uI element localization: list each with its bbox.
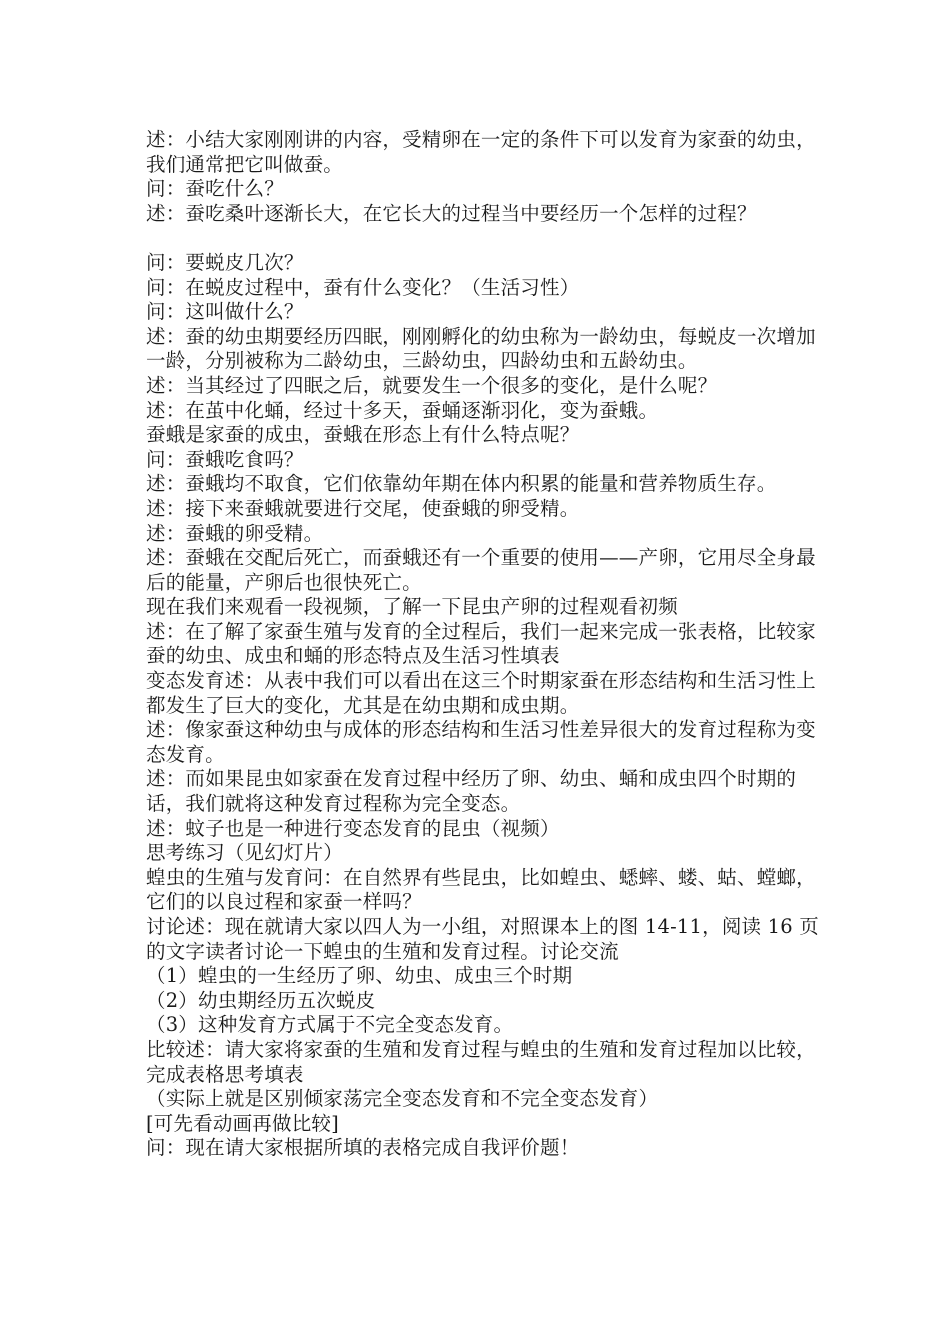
document-body [146,128,821,1161]
paragraph: 述：接下来蚕蛾就要进行交尾，使蚕蛾的卵受精。 [146,496,580,520]
paragraph: 比较述：请大家将家蚕的生殖和发育过程与蝗虫的生殖和发育过程加以比较，完成表格思考填表 [146,1037,816,1086]
paragraph: 问：现在请大家根据所填的表格完成自我评价题！ [146,1136,580,1160]
paragraph: 现在我们来观看一段视频，了解一下昆虫产卵的过程观看初频 [146,595,678,619]
paragraph: 述：在茧中化蛹，经过十多天，蚕蛹逐渐羽化，变为蚕蛾。 [146,398,659,422]
paragraph: 述：当其经过了四眠之后，就要发生一个很多的变化，是什么呢？ [146,373,718,397]
paragraph: 述：蚊子也是一种进行变态发育的昆虫（视频） [146,816,560,840]
paragraph: 述：而如果昆虫如家蚕在发育过程中经历了卵、幼虫、蛹和成虫四个时期的话，我们就将这种发育过程称为完全变态。 [146,767,797,816]
paragraph: 问：要蜕皮几次？ [146,250,304,274]
blank-line [146,226,821,251]
list-item: （3）这种发育方式属于不完全变态发育。 [146,1013,514,1037]
paragraph: 述：像家蚕这种幼虫与成体的形态结构和生活习性差异很大的发育过程称为变态发育。 [146,718,816,766]
paragraph: 问：蚕吃什么？ [146,177,284,201]
paragraph: 述：在了解了家蚕生殖与发育的全过程后，我们一起来完成一张表格，比较家蚕的幼虫、成虫和蛹的形态特点及生活习性填表 [146,619,816,668]
paragraph: 问：在蜕皮过程中，蚕有什么变化？（生活习性） [146,275,580,299]
paragraph: 讨论述：现在就请大家以四人为一小组，对照课本上的图 14-11，阅读 16 页的文字读者讨论一下蝗虫的生殖和发育过程。讨论交流 [146,915,819,963]
paragraph: 述：蚕蛾的卵受精。 [146,521,324,545]
paragraph: 问：蚕蛾吃食吗？ [146,447,304,471]
paragraph: 蚕蛾是家蚕的成虫，蚕蛾在形态上有什么特点呢？ [146,423,580,447]
paragraph: 述：蚕的幼虫期要经历四眠，刚刚孵化的幼虫称为一龄幼虫，每蜕皮一次增加一龄，分别被称为二龄幼虫，三龄幼虫，四龄幼虫和五龄幼虫。 [146,324,816,373]
paragraph: 变态发育述：从表中我们可以看出在这三个时期家蚕在形态结构和生活习性上都发生了巨大的变化，尤其是在幼虫期和成虫期。 [146,669,816,717]
paragraph: （实际上就是区别倾家荡完全变态发育和不完全变态发育） [146,1087,659,1111]
paragraph: 述：小结大家刚刚讲的内容，受精卵在一定的条件下可以发育为家蚕的幼虫，我们通常把它叫做蚕。 [146,128,816,176]
paragraph: 述：蚕蛾在交配后死亡，而蚕蛾还有一个重要的使用——产卵，它用尽全身最后的能量，产卵后也很快死亡。 [146,546,816,594]
paragraph: 述：蚕蛾均不取食，它们依靠幼年期在体内积累的能量和营养物质生存。 [146,472,777,496]
paragraph: [可先看动画再做比较] [146,1111,339,1135]
paragraph: 问：这叫做什么？ [146,300,304,324]
paragraph: 蝗虫的生殖与发育问：在自然界有些昆虫，比如蝗虫、蟋蟀、蝼、蛄、螳螂，它们的以良过程和家蚕一样吗？ [146,865,816,914]
list-item: （1）蝗虫的一生经历了卵、幼虫、成虫三个时期 [146,964,573,988]
list-item: （2）幼虫期经历五次蜕皮 [146,988,376,1012]
paragraph: 述：蚕吃桑叶逐渐长大，在它长大的过程当中要经历一个怎样的过程？ [146,201,757,225]
paragraph: 思考练习（见幻灯片） [146,841,344,865]
